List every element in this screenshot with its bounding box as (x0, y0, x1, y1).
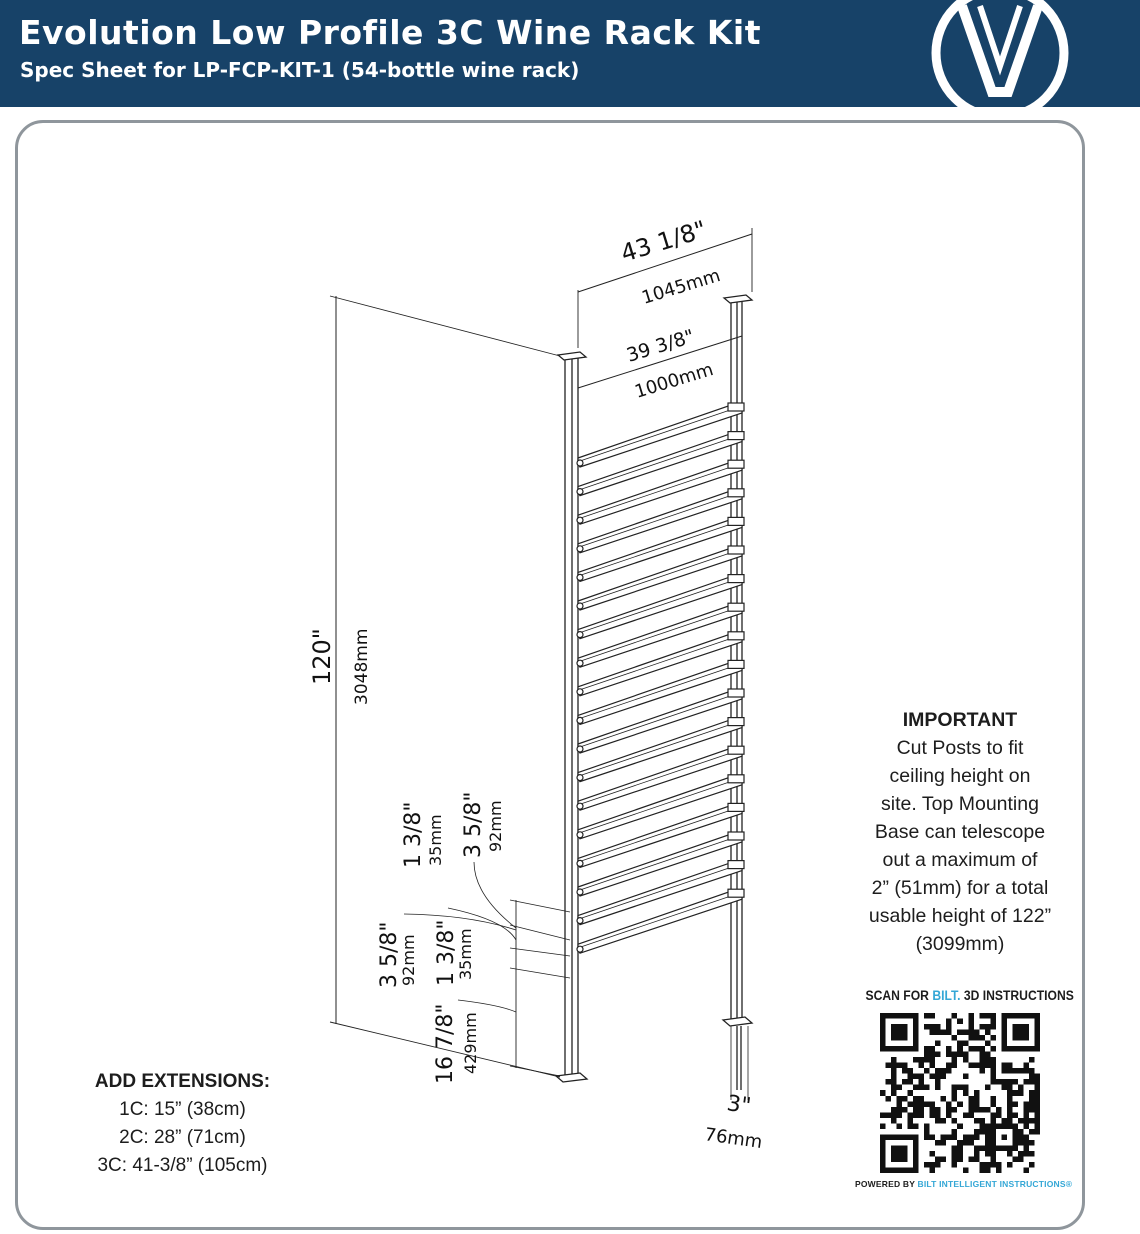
dim-spacing-a-in: 1 3/8" (401, 801, 426, 868)
shelf-rod (578, 747, 742, 810)
dim-spacing-a-mm: 35mm (426, 814, 445, 866)
shelf-rod (578, 490, 742, 553)
shelf-rod (578, 404, 742, 467)
shelf-rod (578, 604, 742, 667)
shelf-rod (578, 633, 742, 696)
qr-section (855, 988, 1074, 1189)
powered-brand: BILT INTELLIGENT INSTRUCTIONS® (917, 1179, 1073, 1189)
important-line: out a maximum of (882, 849, 1038, 871)
shelf-rod (578, 576, 742, 639)
scan-prefix: SCAN FOR (865, 988, 933, 1003)
shelf-rod (578, 862, 742, 925)
dim-spacing-b-in: 3 5/8" (461, 791, 486, 858)
important-line: (3099mm) (915, 933, 1005, 955)
dim-depth-in: 3" (725, 1091, 753, 1120)
extension-item: 3C: 41-3/8” (105cm) (97, 1155, 268, 1176)
dim-overall-width-in: 43 1/8" (617, 215, 710, 268)
bilt-brand: BILT. (932, 988, 961, 1003)
important-line: Base can telescope (874, 821, 1046, 843)
scan-label (865, 988, 1074, 1003)
shelf-rod (578, 461, 742, 524)
extensions-note (70, 1068, 295, 1180)
shelf-rod (578, 433, 742, 496)
page-title: Evolution Low Profile 3C Wine Rack Kit (19, 13, 762, 52)
important-heading: IMPORTANT (902, 709, 1018, 731)
shelf-rod (578, 518, 742, 581)
important-line: usable height of 122” (868, 905, 1052, 927)
dim-spacing-c-in: 3 5/8" (377, 921, 402, 988)
shelf-rod (578, 890, 742, 953)
dim-overall-width-mm: 1045mm (639, 265, 723, 309)
dim-spacing-c-mm: 92mm (399, 934, 418, 986)
shelf-rod (578, 833, 742, 896)
dim-bottom-in: 16 7/8" (433, 1003, 458, 1084)
shelf-rod (578, 690, 742, 753)
powered-by-label (855, 1179, 1073, 1189)
dim-inner-width-mm: 1000mm (632, 359, 716, 403)
shelf-rod (578, 776, 742, 839)
dim-height-in: 120" (308, 628, 336, 685)
dim-bottom-mm: 429mm (461, 1012, 480, 1074)
powered-prefix: POWERED BY (855, 1179, 918, 1189)
page-subtitle: Spec Sheet for LP-FCP-KIT-1 (54-bottle wine rack) (20, 58, 580, 82)
extensions-heading: ADD EXTENSIONS: (94, 1071, 271, 1092)
shelf-rod (578, 719, 742, 782)
important-note (845, 706, 1075, 958)
qr-code-icon[interactable] (880, 1013, 1040, 1173)
important-line: site. Top Mounting (881, 793, 1039, 815)
extension-item: 1C: 15” (38cm) (119, 1099, 246, 1120)
shelf-rod (578, 661, 742, 724)
important-line: Cut Posts to fit (896, 737, 1024, 759)
shelf-rod (578, 547, 742, 610)
dim-spacing-d-mm: 35mm (456, 928, 475, 980)
important-line: 2” (51mm) for a total (871, 877, 1049, 899)
dim-height-mm: 3048mm (352, 628, 372, 705)
wine-shelves (577, 403, 744, 953)
scan-suffix: 3D INSTRUCTIONS (960, 988, 1074, 1003)
dim-depth-mm: 76mm (703, 1124, 764, 1154)
important-line: ceiling height on (889, 765, 1031, 787)
dim-inner-width-in: 39 3/8" (624, 325, 697, 367)
dim-spacing-d-in: 1 3/8" (434, 919, 459, 986)
shelf-rod (578, 804, 742, 867)
extension-item: 2C: 28” (71cm) (119, 1127, 246, 1148)
dim-spacing-b-mm: 92mm (486, 800, 505, 852)
